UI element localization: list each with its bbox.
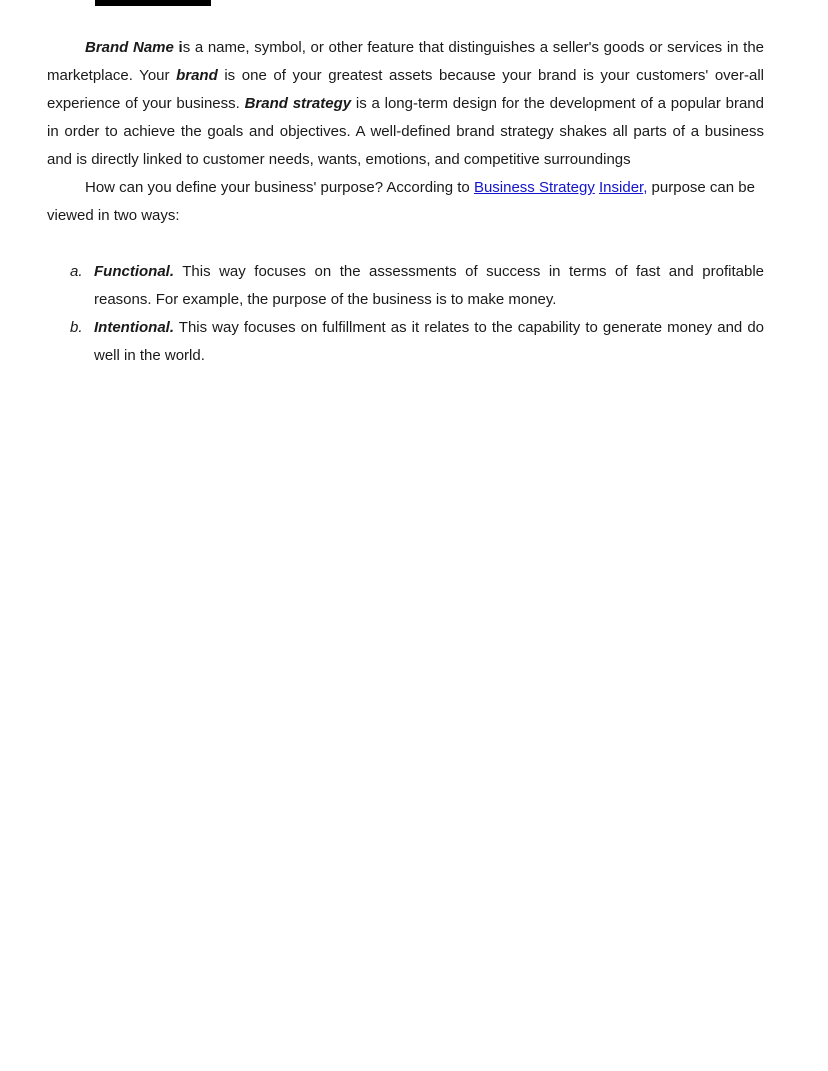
brand-definition-text-2: is one of your greatest assets because your brand is your customers' over-all experience of your business. xyxy=(47,67,764,112)
document-body xyxy=(47,34,764,370)
list-body-functional: This way focuses on the assessments of success in terms of fast and profitable reasons. For example, the purpose of the business is to make money. xyxy=(94,263,764,308)
list-lead-in-intentional: Intentional. xyxy=(94,319,174,336)
list-body-intentional: This way focuses on fulfillment as it relates to the capability to generate money and do well in the world. xyxy=(94,319,764,364)
list-marker-b: b. xyxy=(70,319,83,336)
link-business-strategy[interactable]: Business Strategy xyxy=(473,179,595,196)
link-trailing-comma: , xyxy=(643,179,648,196)
purpose-list-block xyxy=(47,258,764,370)
bold-letter-i: i xyxy=(178,39,183,56)
brand-definition-text-3: is a long-term design for the development of a popular brand in order to achieve the goals and objectives. A well-defined brand strategy shakes all parts of a business and is directly linked to customer needs, wants, emotions, and competitive surroundings xyxy=(47,95,764,168)
brand-definition-text-1: s a name, symbol, or other feature that distinguishes a seller's goods or services in the marketplace. Your xyxy=(47,39,765,84)
redacted-heading-bar xyxy=(95,0,211,6)
list-item xyxy=(47,314,764,370)
term-brand-strategy: Brand strategy xyxy=(244,95,352,112)
paragraph-purpose-intro xyxy=(47,174,764,230)
list-lead-in-functional: Functional. xyxy=(94,263,174,280)
purpose-intro-text-2: purpose can be viewed in two ways: xyxy=(47,179,755,224)
paragraph-brand-definition xyxy=(47,34,764,174)
list-marker-a: a. xyxy=(70,263,83,280)
term-brand-name: Brand Name xyxy=(85,39,179,56)
purpose-intro-text-1: How can you define your business' purpose? According to xyxy=(85,179,474,196)
purpose-list xyxy=(47,258,764,370)
list-item xyxy=(47,258,764,314)
term-brand: brand xyxy=(176,67,218,84)
link-insider[interactable]: Insider xyxy=(599,179,644,196)
